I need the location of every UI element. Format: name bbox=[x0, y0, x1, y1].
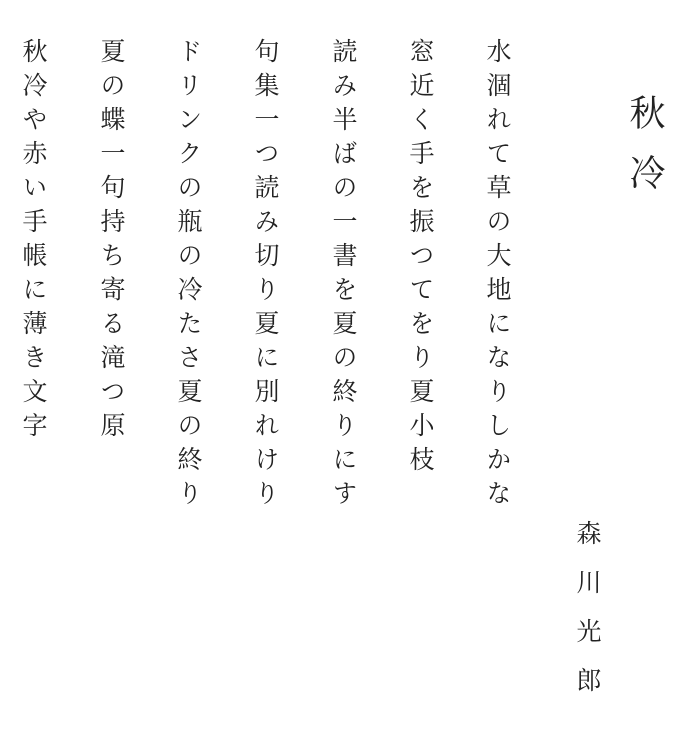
haiku-line: 水涸れて草の大地になりしかな bbox=[483, 38, 512, 514]
author-name: 森川光郎 bbox=[573, 520, 602, 716]
haiku-line: 読み半ばの一書を夏の終りにす bbox=[329, 38, 358, 514]
haiku-line: 窓近く手を振つてをり夏小枝 bbox=[406, 38, 435, 480]
haiku-line: 秋冷や赤い手帳に薄き文字 bbox=[19, 38, 48, 446]
poem-title: 秋冷 bbox=[624, 94, 665, 214]
haiku-line: 夏の蝶一句持ち寄る滝つ原 bbox=[97, 38, 126, 446]
haiku-line: ドリンクの瓶の冷たさ夏の終り bbox=[174, 38, 203, 514]
haiku-line: 句集一つ読み切り夏に別れけり bbox=[251, 38, 280, 514]
